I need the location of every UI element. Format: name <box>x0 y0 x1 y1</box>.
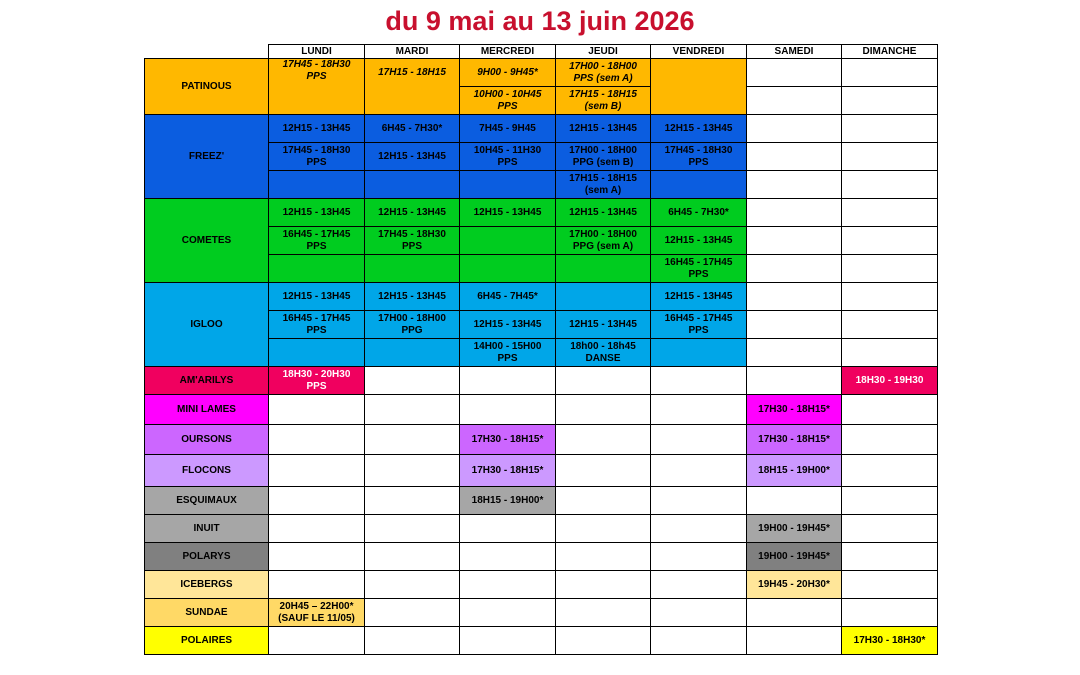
slot-empty <box>365 395 460 425</box>
slot-empty <box>460 599 556 627</box>
slot-minilames-samedi: 17H30 - 18H15* <box>747 395 842 425</box>
slot-empty <box>747 339 842 367</box>
slot-flocons-mercredi: 17H30 - 18H15* <box>460 455 556 487</box>
slot-polarys-samedi: 19H00 - 19H45* <box>747 543 842 571</box>
slot-empty <box>460 171 556 199</box>
slot-igloo-lundi-2: 16H45 - 17H45 PPS <box>269 311 365 339</box>
slot-empty <box>651 543 747 571</box>
slot-empty <box>842 115 938 143</box>
slot-empty <box>747 171 842 199</box>
slot-freez-mercredi-2: 10H45 - 11H30 PPS <box>460 143 556 171</box>
slot-empty <box>842 199 938 227</box>
slot-empty <box>747 487 842 515</box>
slot-empty <box>365 571 460 599</box>
slot-freez-jeudi-1: 12H15 - 13H45 <box>556 115 651 143</box>
slot-empty <box>842 171 938 199</box>
slot-empty <box>842 87 938 115</box>
table-row <box>145 627 938 655</box>
slot-empty <box>269 487 365 515</box>
slot-empty <box>556 395 651 425</box>
group-patinous: PATINOUS <box>145 59 269 115</box>
slot-amarilys-lundi: 18H30 - 20H30 PPS <box>269 367 365 395</box>
slot-inuit-samedi: 19H00 - 19H45* <box>747 515 842 543</box>
table-row <box>145 59 938 87</box>
slot-empty <box>651 171 747 199</box>
slot-empty <box>269 543 365 571</box>
slot-empty <box>269 339 365 367</box>
slot-empty <box>747 115 842 143</box>
group-cometes: COMETES <box>145 199 269 283</box>
slot-empty <box>269 571 365 599</box>
slot-empty <box>842 143 938 171</box>
slot-empty <box>842 455 938 487</box>
slot-sundae-lundi: 20H45 – 22H00* (SAUF LE 11/05) <box>269 599 365 627</box>
table-row <box>145 395 938 425</box>
slot-cometes-vendredi-3: 16H45 - 17H45 PPS <box>651 255 747 283</box>
slot-igloo-vendredi-2: 16H45 - 17H45 PPS <box>651 311 747 339</box>
slot-polaires-dimanche: 17H30 - 18H30* <box>842 627 938 655</box>
table-row <box>145 199 938 227</box>
group-flocons: FLOCONS <box>145 455 269 487</box>
slot-empty <box>747 367 842 395</box>
page-title: du 9 mai au 13 juin 2026 <box>385 6 695 36</box>
slot-empty <box>747 87 842 115</box>
group-minilames: MINI LAMES <box>145 395 269 425</box>
slot-empty <box>842 425 938 455</box>
slot-empty <box>651 515 747 543</box>
slot-patinous-jeudi-1: 17H00 - 18H00 PPS (sem A) <box>556 59 651 87</box>
slot-flocons-samedi: 18H15 - 19H00* <box>747 455 842 487</box>
day-header-jeudi: JEUDI <box>556 45 651 59</box>
slot-empty <box>556 599 651 627</box>
slot-igloo-jeudi-2: 12H15 - 13H45 <box>556 311 651 339</box>
slot-igloo-lundi-1: 12H15 - 13H45 <box>269 283 365 311</box>
slot-empty <box>842 339 938 367</box>
slot-empty <box>842 283 938 311</box>
slot-empty <box>556 455 651 487</box>
slot-empty <box>460 571 556 599</box>
slot-empty <box>460 255 556 283</box>
slot-empty <box>556 571 651 599</box>
slot-empty <box>365 515 460 543</box>
slot-empty <box>842 395 938 425</box>
slot-cometes-mardi-2: 17H45 - 18H30 PPS <box>365 227 460 255</box>
group-polaires: POLAIRES <box>145 627 269 655</box>
slot-empty <box>460 227 556 255</box>
slot-empty <box>556 283 651 311</box>
group-amarilys: AM'ARILYS <box>145 367 269 395</box>
group-freez: FREEZ' <box>145 115 269 199</box>
slot-empty <box>651 487 747 515</box>
slot-empty <box>269 425 365 455</box>
slot-empty <box>460 543 556 571</box>
slot-empty <box>842 311 938 339</box>
day-header-lundi: LUNDI <box>269 45 365 59</box>
slot-igloo-mercredi-1: 6H45 - 7H45* <box>460 283 556 311</box>
slot-empty <box>365 487 460 515</box>
slot-oursons-mercredi: 17H30 - 18H15* <box>460 425 556 455</box>
slot-empty <box>365 627 460 655</box>
slot-igloo-mercredi-3: 14H00 - 15H00 PPS <box>460 339 556 367</box>
slot-empty <box>651 367 747 395</box>
group-sundae: SUNDAE <box>145 599 269 627</box>
table-row <box>145 515 938 543</box>
schedule-table <box>144 44 938 655</box>
slot-cometes-lundi-1: 12H15 - 13H45 <box>269 199 365 227</box>
table-row <box>145 115 938 143</box>
group-polarys: POLARYS <box>145 543 269 571</box>
slot-empty <box>747 627 842 655</box>
slot-empty <box>365 425 460 455</box>
group-oursons: OURSONS <box>145 425 269 455</box>
slot-freez-lundi-2: 17H45 - 18H30 PPS <box>269 143 365 171</box>
slot-empty <box>365 543 460 571</box>
slot-patinous-mercredi-2: 10H00 - 10H45 PPS <box>460 87 556 115</box>
slot-empty <box>269 171 365 199</box>
slot-empty <box>747 311 842 339</box>
day-header-dimanche: DIMANCHE <box>842 45 938 59</box>
group-esquimaux: ESQUIMAUX <box>145 487 269 515</box>
table-row <box>145 283 938 311</box>
slot-igloo-mercredi-2: 12H15 - 13H45 <box>460 311 556 339</box>
slot-empty <box>651 339 747 367</box>
slot-empty <box>747 255 842 283</box>
slot-empty <box>365 255 460 283</box>
slot-empty <box>269 255 365 283</box>
slot-empty <box>842 515 938 543</box>
slot-patinous-vendredi <box>651 59 747 115</box>
slot-esquimaux-mercredi: 18H15 - 19H00* <box>460 487 556 515</box>
slot-empty <box>651 455 747 487</box>
slot-empty <box>460 395 556 425</box>
slot-empty <box>747 227 842 255</box>
slot-freez-mercredi-1: 7H45 - 9H45 <box>460 115 556 143</box>
slot-oursons-samedi: 17H30 - 18H15* <box>747 425 842 455</box>
slot-empty <box>842 571 938 599</box>
header-row <box>145 45 938 59</box>
slot-empty <box>747 283 842 311</box>
slot-empty <box>556 425 651 455</box>
slot-cometes-jeudi-1: 12H15 - 13H45 <box>556 199 651 227</box>
slot-empty <box>365 171 460 199</box>
slot-patinous-mercredi-1: 9H00 - 9H45* <box>460 59 556 87</box>
table-row <box>145 571 938 599</box>
slot-empty <box>842 255 938 283</box>
slot-patinous-lundi: 17H45 - 18H30 PPS <box>269 59 365 115</box>
slot-empty <box>651 571 747 599</box>
slot-empty <box>556 515 651 543</box>
slot-freez-vendredi-1: 12H15 - 13H45 <box>651 115 747 143</box>
group-inuit: INUIT <box>145 515 269 543</box>
slot-empty <box>460 367 556 395</box>
slot-empty <box>651 395 747 425</box>
table-row <box>145 487 938 515</box>
slot-empty <box>747 199 842 227</box>
slot-freez-vendredi-2: 17H45 - 18H30 PPS <box>651 143 747 171</box>
slot-igloo-jeudi-3: 18h00 - 18h45 DANSE <box>556 339 651 367</box>
slot-empty <box>747 599 842 627</box>
slot-freez-lundi-1: 12H15 - 13H45 <box>269 115 365 143</box>
slot-empty <box>556 487 651 515</box>
slot-empty <box>747 143 842 171</box>
table-row <box>145 367 938 395</box>
table-row <box>145 425 938 455</box>
slot-empty <box>460 627 556 655</box>
slot-empty <box>460 515 556 543</box>
group-igloo: IGLOO <box>145 283 269 367</box>
slot-empty <box>269 455 365 487</box>
slot-igloo-vendredi-1: 12H15 - 13H45 <box>651 283 747 311</box>
table-row <box>145 543 938 571</box>
slot-cometes-vendredi-2: 12H15 - 13H45 <box>651 227 747 255</box>
slot-empty <box>269 515 365 543</box>
slot-empty <box>556 627 651 655</box>
header-corner <box>145 45 269 59</box>
slot-cometes-mardi-1: 12H15 - 13H45 <box>365 199 460 227</box>
slot-patinous-jeudi-2: 17H15 - 18H15 (sem B) <box>556 87 651 115</box>
slot-empty <box>842 599 938 627</box>
slot-cometes-mercredi-1: 12H15 - 13H45 <box>460 199 556 227</box>
day-header-vendredi: VENDREDI <box>651 45 747 59</box>
slot-empty <box>365 339 460 367</box>
day-header-mardi: MARDI <box>365 45 460 59</box>
slot-empty <box>842 59 938 87</box>
slot-empty <box>747 59 842 87</box>
slot-empty <box>365 599 460 627</box>
slot-empty <box>365 455 460 487</box>
slot-cometes-jeudi-2: 17H00 - 18H00 PPG (sem A) <box>556 227 651 255</box>
slot-empty <box>556 255 651 283</box>
slot-empty <box>842 227 938 255</box>
group-icebergs: ICEBERGS <box>145 571 269 599</box>
slot-empty <box>269 627 365 655</box>
slot-empty <box>556 367 651 395</box>
slot-igloo-mardi-2: 17H00 - 18H00 PPG <box>365 311 460 339</box>
slot-freez-mardi-2: 12H15 - 13H45 <box>365 143 460 171</box>
slot-amarilys-dimanche: 18H30 - 19H30 <box>842 367 938 395</box>
slot-freez-mardi-1: 6H45 - 7H30* <box>365 115 460 143</box>
slot-patinous-mardi: 17H15 - 18H15 <box>365 59 460 115</box>
slot-empty <box>842 543 938 571</box>
slot-empty <box>842 487 938 515</box>
table-row <box>145 455 938 487</box>
day-header-mercredi: MERCREDI <box>460 45 556 59</box>
slot-cometes-lundi-2: 16H45 - 17H45 PPS <box>269 227 365 255</box>
slot-empty <box>269 395 365 425</box>
slot-empty <box>365 367 460 395</box>
table-row <box>145 599 938 627</box>
slot-empty <box>556 543 651 571</box>
slot-empty <box>651 627 747 655</box>
slot-igloo-mardi-1: 12H15 - 13H45 <box>365 283 460 311</box>
slot-freez-jeudi-2: 17H00 - 18H00 PPG (sem B) <box>556 143 651 171</box>
slot-empty <box>651 425 747 455</box>
slot-cometes-vendredi-1: 6H45 - 7H30* <box>651 199 747 227</box>
slot-empty <box>651 599 747 627</box>
day-header-samedi: SAMEDI <box>747 45 842 59</box>
slot-icebergs-samedi: 19H45 - 20H30* <box>747 571 842 599</box>
slot-freez-jeudi-3: 17H15 - 18H15 (sem A) <box>556 171 651 199</box>
